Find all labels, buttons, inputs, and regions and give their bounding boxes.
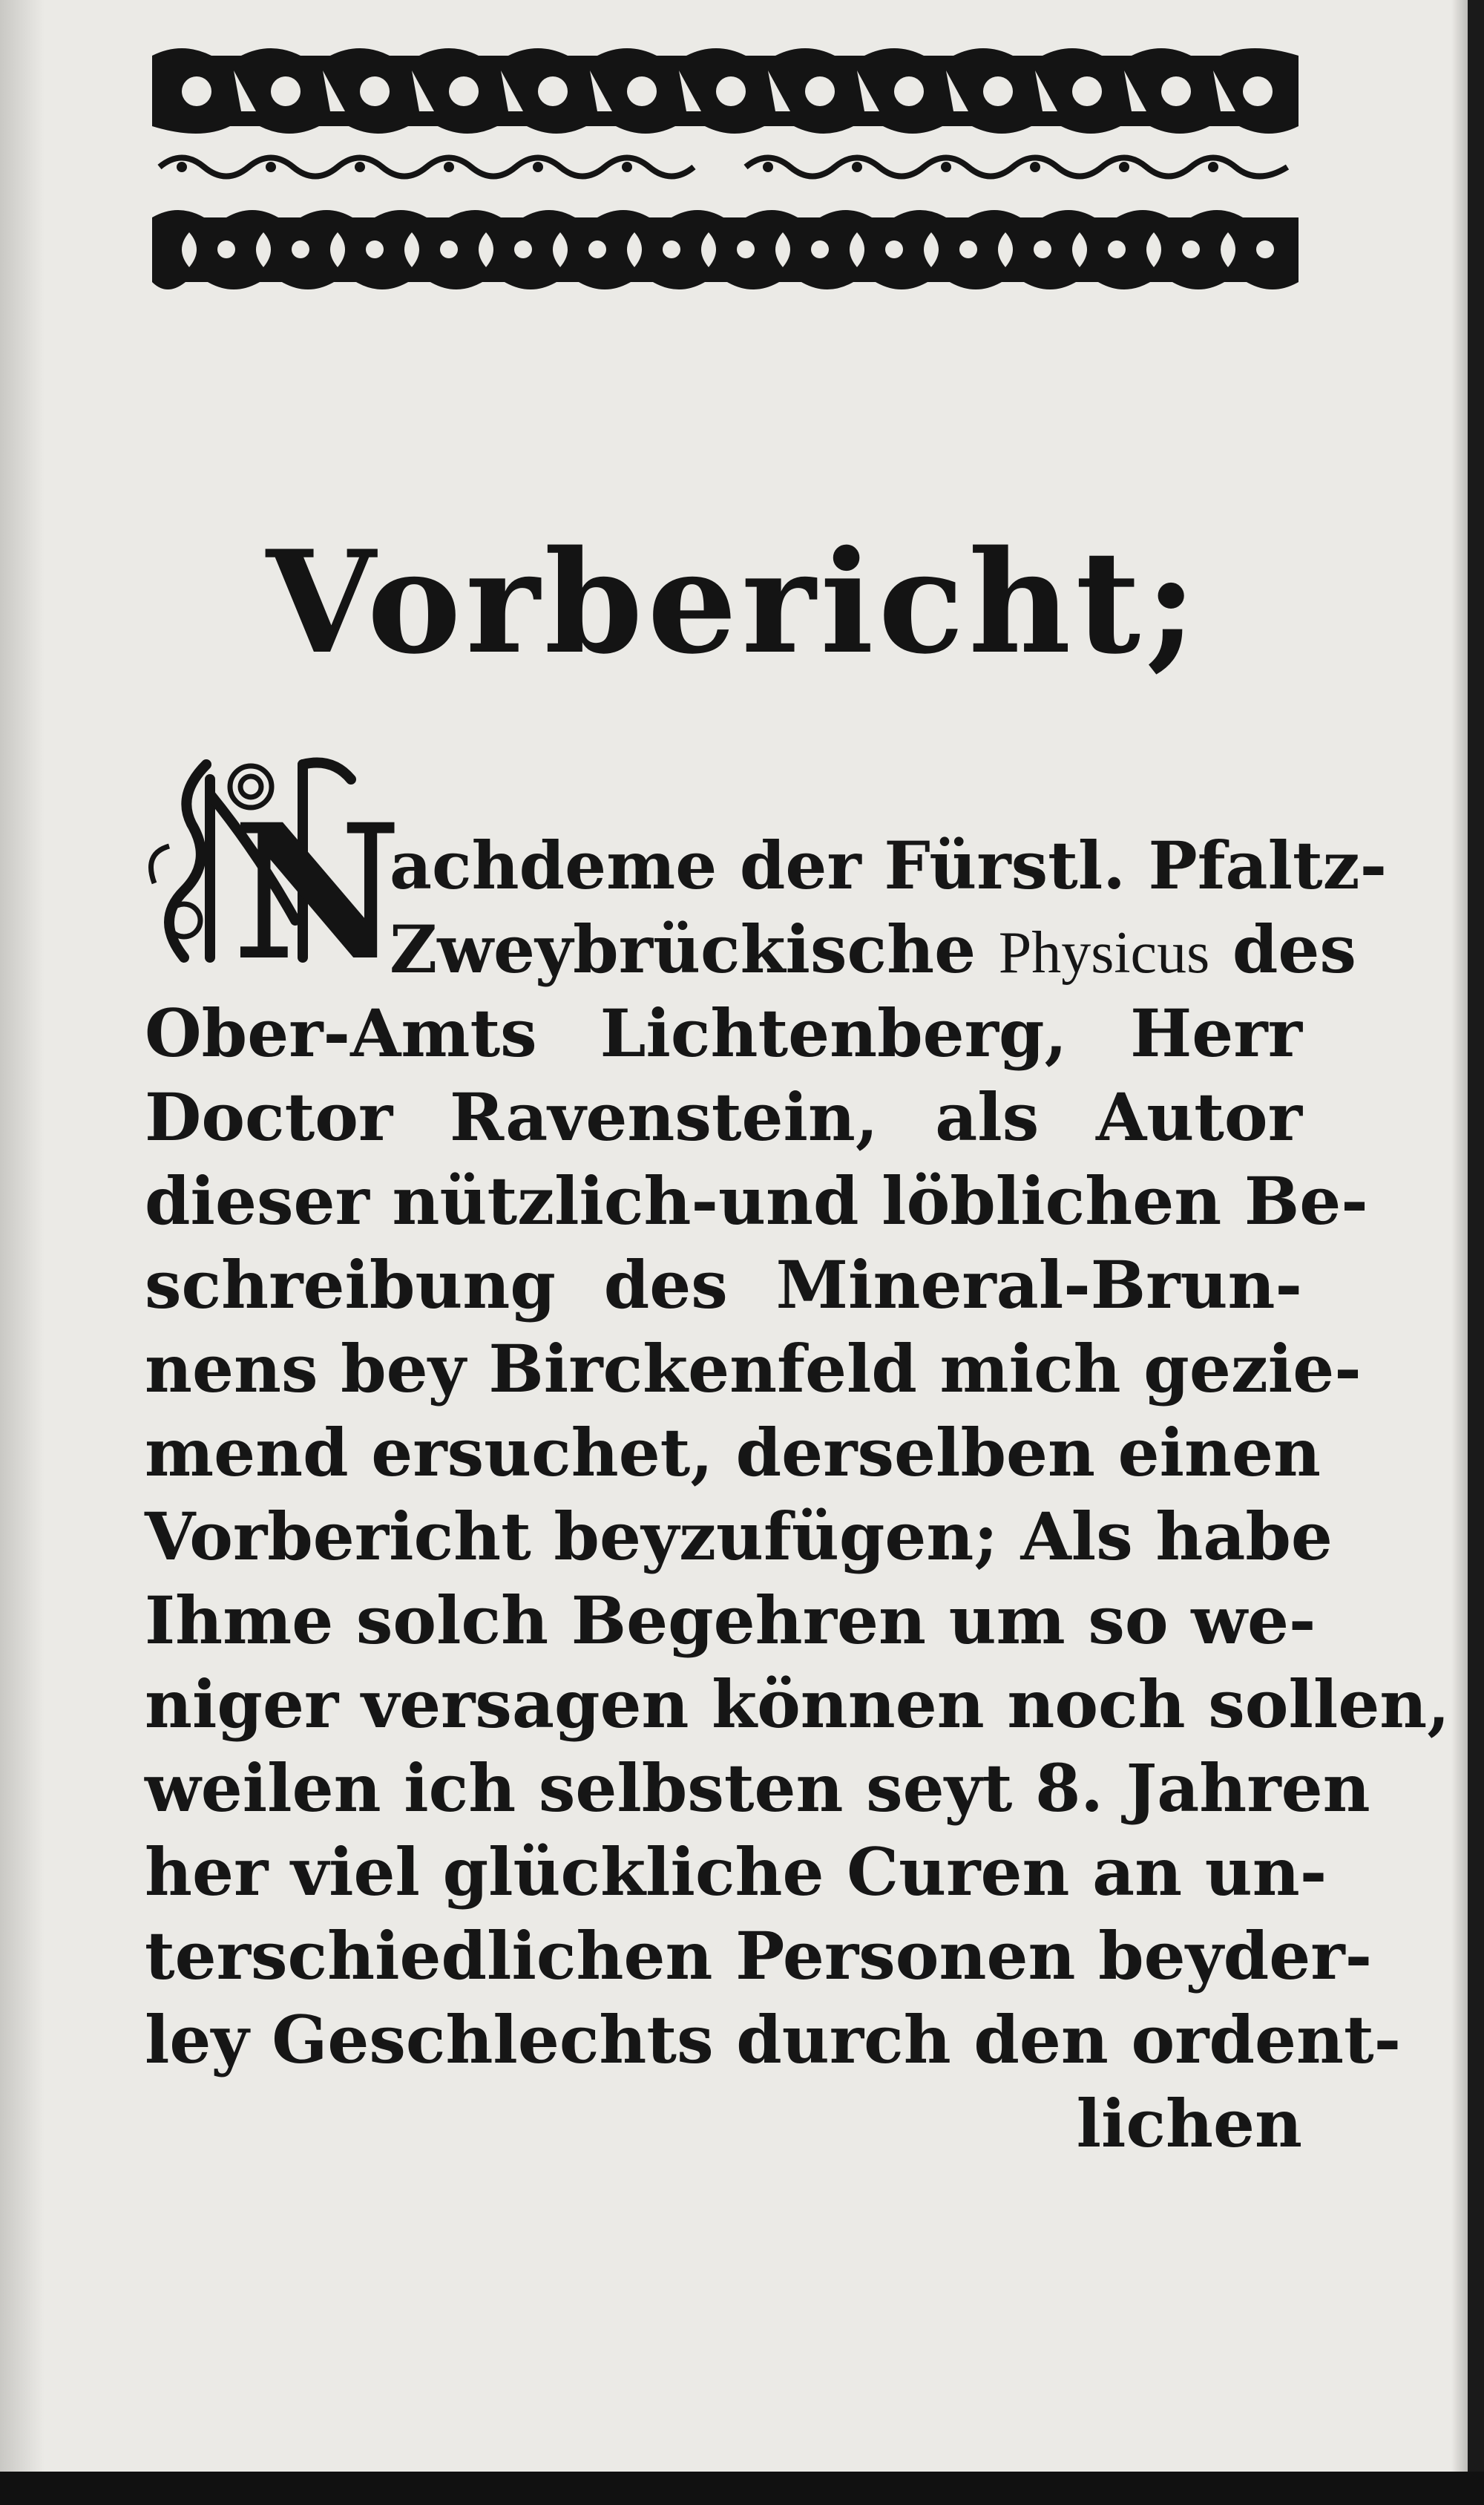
page-edge — [1451, 0, 1468, 2472]
text-line: nens bey Birckenfeld mich gezie- — [145, 1330, 1362, 1407]
scan-border — [0, 2472, 1484, 2505]
text-line — [390, 908, 1356, 992]
text-line: ley Geschlechts durch den ordent- — [145, 2001, 1402, 2078]
initial-letter: N — [232, 783, 402, 1001]
text-span: des — [1209, 911, 1356, 988]
latin-word: Physicus — [998, 920, 1210, 986]
text-line: Doctor Ravenstein, als Autor — [145, 1078, 1302, 1156]
ornament-chain — [152, 148, 1298, 186]
body-text — [145, 824, 1450, 2166]
text-line: schreibung des Mineral-Brun- — [145, 1246, 1302, 1323]
text-line: mend ersuchet, derselben einen — [145, 1414, 1321, 1491]
text-line: achdeme der Fürstl. Pfaltz- — [390, 827, 1388, 904]
text-line: her viel glückliche Curen an un- — [145, 1833, 1327, 1910]
catchword: lichen — [1076, 2085, 1302, 2162]
text-line: niger versagen können noch sollen, — [145, 1666, 1450, 1743]
page-title: Vorbericht; — [266, 520, 1202, 685]
ornament-band-bottom — [152, 199, 1298, 299]
ornament-band-top — [152, 41, 1298, 141]
text-span: Zweybrückische — [390, 911, 999, 988]
text-line: Ober-Amts Lichtenberg, Herr — [145, 995, 1302, 1072]
text-line: dieser nützlich-und löblichen Be- — [145, 1162, 1368, 1240]
text-line: Vorbericht beyzufügen; Als habe — [145, 1498, 1333, 1575]
text-line: Ihme solch Begehren um so we- — [145, 1582, 1316, 1659]
binding-shadow — [0, 0, 45, 2472]
text-line: weilen ich selbsten seyt 8. Jahren — [145, 1749, 1370, 1827]
text-line: terschiedlichen Personen beyder- — [145, 1917, 1373, 1994]
